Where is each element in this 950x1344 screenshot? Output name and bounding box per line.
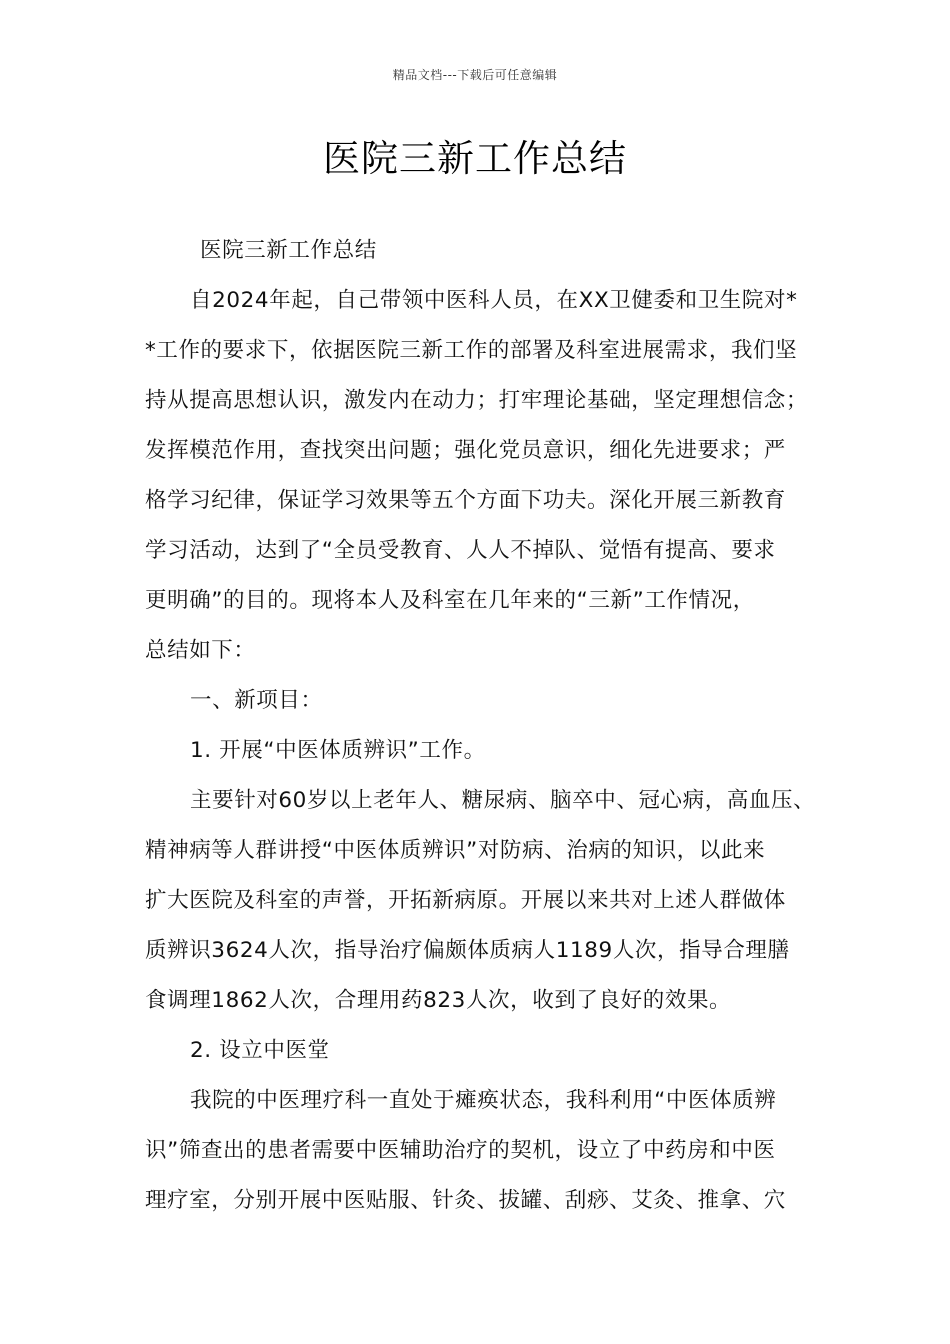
body-line: 更明确”的目的。现将本人及科室在几年来的“三新”工作情况， (145, 588, 755, 613)
body-line: 学习活动，达到了“全员受教育、人人不掉队、觉悟有提高、要求 (145, 538, 776, 563)
body-line: 医院三新工作总结 (200, 238, 377, 263)
subsection-heading: 1. 开展“中医体质辨识”工作。 (190, 738, 486, 763)
body-line: 精神病等人群讲授“中医体质辨识”对防病、治病的知识，以此来 (145, 838, 766, 863)
subsection-heading: 2. 设立中医堂 (190, 1038, 330, 1063)
body-line: 我院的中医理疗科一直处于瘫痪状态，我科利用“中医体质辨 (190, 1088, 777, 1113)
body-line: 识”筛查出的患者需要中医辅助治疗的契机，设立了中药房和中医 (145, 1138, 776, 1163)
body-line: 持从提高思想认识，激发内在动力；打牢理论基础，坚定理想信念； (145, 388, 809, 413)
body-line: 食调理1862人次，合理用药823人次，收到了良好的效果。 (145, 988, 732, 1013)
body-line: 总结如下： (145, 638, 256, 663)
body-line: 发挥模范作用，查找突出问题；强化党员意识，细化先进要求；严 (145, 438, 786, 463)
body-line: 扩大医院及科室的声誉，开拓新病原。开展以来共对上述人群做体 (145, 888, 786, 913)
document-title: 医院三新工作总结 (323, 137, 627, 180)
header-note: 精品文档---下载后可任意编辑 (392, 68, 558, 82)
body-line: 格学习纪律，保证学习效果等五个方面下功夫。深化开展三新教育 (145, 488, 786, 513)
body-line: *工作的要求下，依据医院三新工作的部署及科室进展需求，我们坚 (145, 338, 798, 363)
body-line: 理疗室，分别开展中医贴服、针灸、拔罐、刮痧、艾灸、推拿、穴 (145, 1188, 786, 1213)
section-heading: 一、新项目： (190, 688, 323, 713)
body-line: 自2024年起，自己带领中医科人员，在XX卫健委和卫生院对* (190, 288, 798, 313)
body-line: 主要针对60岁以上老年人、糖尿病、脑卒中、冠心病，高血压、 (190, 788, 816, 813)
body-line: 质辨识3624人次，指导治疗偏颇体质病人1189人次，指导合理膳 (145, 938, 790, 963)
